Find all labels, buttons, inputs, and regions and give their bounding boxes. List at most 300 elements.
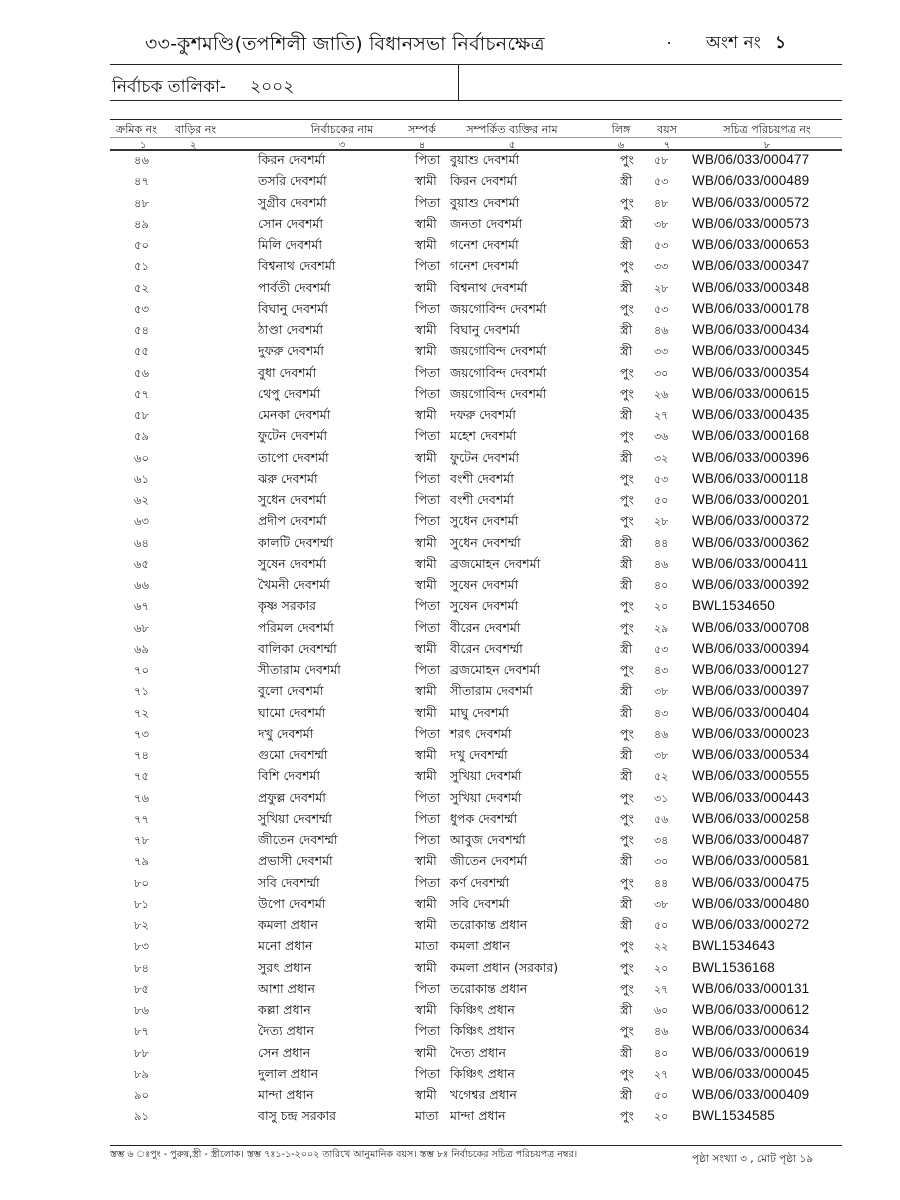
epic-number: WB/06/033/000434 bbox=[692, 322, 810, 337]
epic-number: WB/06/033/000168 bbox=[692, 428, 810, 444]
age: ৪৬ bbox=[654, 727, 669, 741]
voter-row bbox=[0, 938, 900, 959]
sex: পুং bbox=[620, 725, 634, 741]
epic-number: WB/06/033/000708 bbox=[692, 619, 810, 635]
sex: পুং bbox=[620, 810, 634, 826]
relation: পিতা bbox=[415, 513, 441, 529]
sex: পুং bbox=[620, 1108, 634, 1124]
epic-number: WB/06/033/000345 bbox=[692, 343, 810, 359]
voter-row bbox=[0, 471, 900, 492]
voter-name: দৈত্য প্রধান bbox=[258, 1023, 315, 1039]
sex: পুং bbox=[620, 152, 634, 167]
related-person-name: কিঞ্চিৎ প্রধান bbox=[450, 1065, 515, 1081]
related-person-name: কমলা প্রধান (সরকার) bbox=[450, 959, 559, 975]
voter-name: মনো প্রধান bbox=[258, 938, 313, 954]
voter-name: প্রভাসী দেবশর্মা bbox=[258, 853, 333, 869]
voter-name: প্রদীপ দেবশর্মা bbox=[258, 513, 327, 529]
related-person-name: সুষেন দেবশর্মা bbox=[450, 577, 519, 592]
age: ৫৩ bbox=[654, 642, 669, 656]
voter-row bbox=[0, 301, 900, 322]
sex: স্ত্রী bbox=[620, 1087, 633, 1102]
epic-number: WB/06/033/000612 bbox=[692, 1002, 810, 1017]
epic-number: WB/06/033/000404 bbox=[692, 704, 810, 720]
part-number: ১ bbox=[774, 33, 786, 53]
serial-no: ৭২ bbox=[134, 705, 149, 720]
col-num-7: ৭ bbox=[663, 140, 671, 151]
sex: পুং bbox=[620, 300, 634, 316]
voter-row bbox=[0, 152, 900, 173]
voter-name: মেনকা দেবশর্মা bbox=[258, 407, 331, 422]
relation: স্বামী bbox=[415, 237, 437, 252]
relation: স্বামী bbox=[415, 407, 437, 422]
col-header-serial: ক্রমিক নং bbox=[116, 123, 157, 136]
voter-row bbox=[0, 1045, 900, 1066]
col-num-4: ৪ bbox=[418, 140, 426, 151]
part-label: অংশ নং bbox=[706, 33, 761, 53]
sex: স্ত্রী bbox=[620, 895, 633, 911]
sex: পুং bbox=[620, 470, 634, 486]
related-person-name: দৈত্য প্রধান bbox=[450, 1044, 507, 1060]
epic-number: WB/06/033/000354 bbox=[692, 364, 810, 380]
sex: পুং bbox=[620, 832, 634, 847]
related-person-name: ব্রজমোহন দেবশর্মা bbox=[450, 555, 541, 571]
relation: স্বামী bbox=[415, 1044, 437, 1060]
part-number-label bbox=[706, 30, 786, 58]
sex: পুং bbox=[620, 789, 634, 805]
relation: পিতা bbox=[415, 385, 441, 401]
serial-no: ৬৭ bbox=[134, 599, 149, 614]
epic-number: WB/06/033/000272 bbox=[692, 917, 810, 932]
voter-name: জীতেন দেবশর্ম্মা bbox=[258, 832, 338, 847]
related-person-name: মহেশ দেবশর্মা bbox=[450, 428, 517, 444]
relation: পিতা bbox=[415, 470, 441, 486]
col-num-8: ৮ bbox=[763, 140, 771, 151]
relation: স্বামী bbox=[415, 895, 437, 911]
age: ৩০ bbox=[654, 855, 669, 869]
sex: পুং bbox=[620, 492, 634, 507]
voter-row bbox=[0, 875, 900, 896]
col-header-sex: লিঙ্গ bbox=[611, 123, 631, 136]
relation: স্বামী bbox=[415, 959, 437, 975]
voter-name: কমলা প্রধান bbox=[258, 917, 319, 932]
age: ৫০ bbox=[654, 919, 669, 932]
epic-number: WB/06/033/000127 bbox=[692, 662, 810, 677]
epic-number: WB/06/033/000443 bbox=[692, 789, 810, 805]
sex: স্ত্রী bbox=[620, 1044, 633, 1060]
voter-name: প্রফুল্ল দেবশর্মা bbox=[258, 789, 326, 805]
age: ৫৩ bbox=[654, 239, 669, 252]
sex: পুং bbox=[620, 258, 634, 274]
serial-no: ৪৯ bbox=[134, 216, 149, 231]
sex: স্ত্রী bbox=[620, 1002, 633, 1017]
relation: স্বামী bbox=[415, 215, 437, 231]
age: ৩১ bbox=[654, 791, 669, 805]
age: ২০ bbox=[654, 961, 669, 975]
relation: স্বামী bbox=[415, 279, 437, 295]
col-num-6: ৬ bbox=[617, 140, 625, 151]
age: ৪৩ bbox=[654, 706, 669, 720]
age: ৪৪ bbox=[654, 536, 669, 550]
voter-name: পরিমল দেবশর্মা bbox=[258, 619, 334, 635]
related-person-name: জয়গোবিন্দ দেবশর্মা bbox=[450, 343, 547, 359]
relation: পিতা bbox=[415, 1023, 441, 1039]
voter-row bbox=[0, 683, 900, 704]
age: ২৭ bbox=[654, 1067, 669, 1081]
page-info: পৃষ্ঠা সংখ্যা ৩ , মোট পৃষ্ঠা ১৯ bbox=[692, 1153, 814, 1165]
sex: স্ত্রী bbox=[620, 704, 633, 720]
serial-no: ৪৬ bbox=[134, 153, 149, 167]
age: ২৭ bbox=[654, 409, 669, 422]
serial-no: ৬৪ bbox=[134, 535, 149, 550]
voter-row bbox=[0, 641, 900, 662]
serial-no: ৬৩ bbox=[134, 514, 149, 529]
relation: পিতা bbox=[415, 152, 441, 167]
epic-number: WB/06/033/000178 bbox=[692, 300, 810, 316]
serial-no: ৮৪ bbox=[134, 960, 149, 975]
age: ৩৪ bbox=[654, 834, 669, 847]
voter-row bbox=[0, 1002, 900, 1023]
serial-no: ৭০ bbox=[134, 663, 149, 677]
voter-name: ঝরু দেবশর্মা bbox=[258, 470, 318, 486]
epic-number: WB/06/033/000581 bbox=[692, 853, 810, 869]
serial-no: ৬২ bbox=[134, 493, 149, 507]
related-person-name: সুখিয়া দেবশর্মা bbox=[450, 789, 522, 805]
voter-row bbox=[0, 492, 900, 513]
epic-number: WB/06/033/000347 bbox=[692, 258, 810, 274]
age: ৫৬ bbox=[654, 812, 669, 826]
epic-number: WB/06/033/000480 bbox=[692, 895, 810, 911]
sex: পুং bbox=[620, 959, 634, 975]
relation: স্বামী bbox=[415, 1087, 437, 1102]
epic-number: WB/06/033/000634 bbox=[692, 1023, 810, 1039]
relation: মাতা bbox=[415, 1108, 439, 1124]
related-person-name: কিঞ্চিৎ প্রধান bbox=[450, 1023, 515, 1039]
serial-no: ৬০ bbox=[134, 450, 149, 465]
list-label: নির্বাচক তালিকা- bbox=[112, 77, 227, 97]
epic-number: WB/06/033/000475 bbox=[692, 874, 810, 890]
voter-name: বিশি দেবশর্মা bbox=[258, 768, 321, 784]
relation: স্বামী bbox=[415, 768, 437, 784]
voter-name: সবি দেবশর্ম্মা bbox=[258, 874, 320, 890]
related-person-name: মান্দা প্রধান bbox=[450, 1108, 506, 1124]
epic-number: WB/06/033/000045 bbox=[692, 1065, 810, 1081]
voter-row bbox=[0, 747, 900, 768]
serial-no: ৯০ bbox=[134, 1088, 149, 1102]
voter-name: সেন প্রধান bbox=[258, 1044, 311, 1060]
serial-no: ৭১ bbox=[134, 684, 149, 699]
related-person-name: দফরু দেবশর্মা bbox=[450, 407, 516, 422]
voter-row bbox=[0, 726, 900, 747]
related-person-name: বিশ্বনাথ দেবশর্মা bbox=[450, 279, 528, 295]
age: ২৮ bbox=[654, 515, 669, 529]
related-person-name: বংশী দেবশর্মা bbox=[450, 470, 514, 486]
voter-row bbox=[0, 343, 900, 364]
sex: স্ত্রী bbox=[620, 640, 633, 656]
age: ৩৮ bbox=[654, 749, 669, 762]
voter-row bbox=[0, 386, 900, 407]
serial-no: ৭৮ bbox=[134, 833, 149, 847]
sex: স্ত্রী bbox=[620, 173, 633, 189]
sex: পুং bbox=[620, 662, 634, 677]
epic-number: WB/06/033/000489 bbox=[692, 173, 810, 189]
relation: স্বামী bbox=[415, 173, 437, 189]
voter-name: কিরন দেবশর্মা bbox=[258, 152, 326, 167]
related-person-name: জয়গোবিন্দ দেবশর্মা bbox=[450, 364, 547, 380]
related-person-name: দখু দেবশর্ম্মা bbox=[450, 747, 508, 762]
serial-no: ৭৯ bbox=[134, 854, 149, 869]
list-year: ২০০২ bbox=[250, 77, 295, 97]
relation: স্বামী bbox=[415, 449, 437, 465]
epic-number: WB/06/033/000653 bbox=[692, 237, 810, 252]
epic-number: WB/06/033/000411 bbox=[692, 555, 809, 571]
relation: মাতা bbox=[415, 938, 439, 954]
epic-number: WB/06/033/000372 bbox=[692, 513, 810, 529]
serial-no: ৫০ bbox=[134, 238, 149, 252]
related-person-name: জনতা দেবশর্মা bbox=[450, 215, 523, 231]
sex: পুং bbox=[620, 1023, 634, 1039]
voter-row bbox=[0, 513, 900, 534]
related-person-name: সুখিয়া দেবশর্মা bbox=[450, 768, 522, 784]
serial-no: ৭৩ bbox=[134, 726, 149, 741]
sex: স্ত্রী bbox=[620, 343, 633, 359]
epic-number: WB/06/033/000534 bbox=[692, 747, 810, 762]
voter-row bbox=[0, 535, 900, 556]
voter-name: দুফরু দেবশর্মা bbox=[258, 343, 324, 359]
serial-no: ৭৪ bbox=[134, 748, 149, 762]
age: ৪৬ bbox=[654, 557, 669, 571]
epic-number: WB/06/033/000409 bbox=[692, 1087, 810, 1102]
related-person-name: তরোকান্ত প্রধান bbox=[450, 980, 528, 996]
serial-no: ৫১ bbox=[134, 259, 149, 274]
serial-no: ৭৬ bbox=[134, 790, 149, 805]
sex: স্ত্রী bbox=[620, 768, 633, 784]
col-num-2: ২ bbox=[190, 140, 197, 151]
related-person-name: শরৎ দেবশর্মা bbox=[450, 725, 512, 741]
col-header-name: নির্বাচকের নাম bbox=[310, 123, 374, 136]
age: ৩৮ bbox=[654, 685, 669, 699]
voter-name: গুমো দেবশর্ম্মা bbox=[258, 747, 328, 762]
relation: স্বামী bbox=[415, 747, 437, 762]
sex: পুং bbox=[620, 874, 634, 890]
voter-name: খৈমনী দেবশর্মা bbox=[258, 577, 330, 592]
related-person-name: সুষেন দেবশর্মা bbox=[450, 598, 519, 614]
sex: স্ত্রী bbox=[620, 853, 633, 869]
related-person-name: গনেশ দেবশর্মা bbox=[450, 258, 519, 274]
epic-number: BWL1534650 bbox=[692, 598, 775, 614]
relation: পিতা bbox=[415, 662, 441, 677]
voter-row bbox=[0, 450, 900, 471]
voter-row bbox=[0, 280, 900, 301]
epic-number: WB/06/033/000394 bbox=[692, 640, 810, 656]
serial-no: ৮০ bbox=[134, 875, 149, 890]
epic-number: WB/06/033/000573 bbox=[692, 215, 810, 231]
voter-name: সোন দেবশর্মা bbox=[258, 215, 323, 231]
age: ৫৩ bbox=[654, 175, 669, 189]
voter-name: তসরি দেবশর্মা bbox=[258, 173, 327, 189]
voter-name: সুরৎ প্রধান bbox=[258, 959, 312, 975]
voter-name: দখু দেবশর্মা bbox=[258, 725, 314, 741]
age: ৪৩ bbox=[654, 664, 669, 677]
epic-number: WB/06/033/000023 bbox=[692, 725, 810, 741]
age: ৪৪ bbox=[654, 876, 669, 890]
voter-row bbox=[0, 832, 900, 853]
relation: পিতা bbox=[415, 300, 441, 316]
related-person-name: খগেশ্বর প্রধান bbox=[450, 1087, 517, 1102]
age: ৩২ bbox=[654, 451, 669, 465]
relation: পিতা bbox=[415, 364, 441, 380]
sex: পুং bbox=[620, 619, 634, 635]
sex: স্ত্রী bbox=[620, 407, 633, 422]
sex: পুং bbox=[620, 364, 634, 380]
age: ২৮ bbox=[654, 281, 669, 295]
serial-no: ৫৮ bbox=[134, 408, 149, 422]
epic-number: WB/06/033/000348 bbox=[692, 279, 810, 295]
sex: স্ত্রী bbox=[620, 279, 633, 295]
epic-number: WB/06/033/000118 bbox=[692, 470, 809, 486]
serial-no: ৬৬ bbox=[134, 578, 149, 592]
voter-name: মান্দা প্রধান bbox=[258, 1087, 314, 1102]
voter-row bbox=[0, 556, 900, 577]
serial-no: ৫৫ bbox=[134, 344, 149, 359]
voter-row bbox=[0, 258, 900, 279]
serial-no: ৮৬ bbox=[134, 1003, 149, 1017]
relation: পিতা bbox=[415, 789, 441, 805]
epic-number: BWL1534643 bbox=[692, 938, 775, 954]
sex: পুং bbox=[620, 980, 634, 996]
divider-top bbox=[110, 64, 842, 65]
voter-row bbox=[0, 620, 900, 641]
relation: স্বামী bbox=[415, 1002, 437, 1017]
relation: পিতা bbox=[415, 492, 441, 507]
related-person-name: কিঞ্চিৎ প্রধান bbox=[450, 1002, 515, 1017]
col-num-5: ৫ bbox=[508, 140, 516, 151]
age: ৩৩ bbox=[654, 345, 669, 359]
voter-row bbox=[0, 981, 900, 1002]
relation: পিতা bbox=[415, 810, 441, 826]
age: ২৭ bbox=[654, 982, 669, 996]
age: ৪৬ bbox=[654, 324, 669, 337]
sex: পুং bbox=[620, 428, 634, 444]
serial-no: ৫৭ bbox=[134, 386, 149, 401]
serial-no: ৬৮ bbox=[134, 620, 149, 635]
voter-name: পার্বতী দেবশর্মা bbox=[258, 279, 331, 295]
sex: স্ত্রী bbox=[620, 555, 633, 571]
voter-row bbox=[0, 960, 900, 981]
voter-row bbox=[0, 173, 900, 194]
related-person-name: আবুজ দেবশর্ম্মা bbox=[450, 832, 526, 847]
related-person-name: জয়গোবিন্দ দেবশর্মা bbox=[450, 300, 547, 316]
relation: পিতা bbox=[415, 980, 441, 996]
relation: পিতা bbox=[415, 194, 441, 210]
voter-row bbox=[0, 216, 900, 237]
voter-row bbox=[0, 365, 900, 386]
related-person-name: ধুপক দেবশর্ম্মা bbox=[450, 810, 518, 826]
voter-row bbox=[0, 195, 900, 216]
sex: স্ত্রী bbox=[620, 747, 633, 762]
voter-name: ঘামো দেবশর্মা bbox=[258, 704, 326, 720]
related-person-name: জয়গোবিন্দ দেবশর্মা bbox=[450, 385, 547, 401]
age: ২৬ bbox=[654, 387, 669, 401]
serial-no: ৭৫ bbox=[134, 769, 149, 784]
related-person-name: বিঘানু দেবশর্মা bbox=[450, 322, 520, 337]
voter-name: সীতারাম দেবশর্মা bbox=[258, 662, 341, 677]
serial-no: ৪৮ bbox=[134, 195, 149, 210]
age: ৩৮ bbox=[654, 897, 669, 911]
age: ৫৩ bbox=[654, 302, 669, 316]
age: ৫০ bbox=[654, 1089, 669, 1102]
epic-number: WB/06/033/000487 bbox=[692, 832, 810, 847]
voter-name: বাসু চন্দ্র সরকার bbox=[258, 1108, 337, 1124]
voter-row bbox=[0, 917, 900, 938]
voter-name: সুখিয়া দেবশর্ম্মা bbox=[258, 810, 332, 826]
serial-no: ৭৭ bbox=[134, 811, 149, 826]
relation: স্বামী bbox=[415, 577, 437, 592]
epic-number: WB/06/033/000435 bbox=[692, 407, 810, 422]
sex: পুং bbox=[620, 938, 634, 954]
epic-number: WB/06/033/000131 bbox=[692, 980, 810, 996]
serial-no: ৫২ bbox=[134, 280, 149, 295]
relation: স্বামী bbox=[415, 322, 437, 337]
relation: স্বামী bbox=[415, 704, 437, 720]
serial-no: ৫৩ bbox=[134, 301, 149, 316]
serial-no: ৮৩ bbox=[134, 939, 149, 954]
sex: পুং bbox=[620, 1065, 634, 1081]
serial-no: ৫৪ bbox=[134, 323, 149, 337]
relation: পিতা bbox=[415, 619, 441, 635]
epic-number: WB/06/033/000258 bbox=[692, 810, 810, 826]
voter-name: কৃষ্ণ সরকার bbox=[258, 598, 316, 614]
sex: পুং bbox=[620, 194, 634, 210]
age: ৪০ bbox=[654, 1046, 669, 1060]
voter-row bbox=[0, 811, 900, 832]
epic-number: WB/06/033/000619 bbox=[692, 1044, 810, 1060]
voter-row bbox=[0, 1108, 900, 1129]
age: ৪০ bbox=[654, 579, 669, 592]
voter-row bbox=[0, 1087, 900, 1108]
serial-no: ৫৯ bbox=[134, 429, 149, 444]
col-header-age: বয়স bbox=[657, 123, 677, 136]
voter-name: আশা প্রধান bbox=[258, 980, 315, 996]
voter-row bbox=[0, 790, 900, 811]
age: ৪৬ bbox=[654, 1025, 669, 1039]
voter-name: সুধেন দেবশর্মা bbox=[258, 492, 327, 507]
voter-row bbox=[0, 705, 900, 726]
voter-name: বিঘানু দেবশর্মা bbox=[258, 300, 328, 316]
relation: স্বামী bbox=[415, 555, 437, 571]
age: ৩৮ bbox=[654, 217, 669, 231]
related-person-name: ব্রজমোহন দেবশর্মা bbox=[450, 662, 541, 677]
voter-row bbox=[0, 768, 900, 789]
sex: স্ত্রী bbox=[620, 237, 633, 252]
col-num-1: ১ bbox=[140, 140, 147, 151]
voter-row bbox=[0, 1023, 900, 1044]
table-header-bottom-rule bbox=[110, 149, 842, 151]
voter-row bbox=[0, 662, 900, 683]
age: ৩৬ bbox=[654, 430, 669, 444]
voter-name: ফুটেন দেবশর্মা bbox=[258, 428, 327, 444]
serial-no: ৮৯ bbox=[134, 1066, 149, 1081]
epic-number: WB/06/033/000397 bbox=[692, 683, 810, 699]
epic-number: WB/06/033/000572 bbox=[692, 194, 810, 210]
sex: স্ত্রী bbox=[620, 322, 633, 337]
related-person-name: বংশী দেবশর্মা bbox=[450, 492, 514, 507]
voter-row bbox=[0, 896, 900, 917]
age: ৩০ bbox=[654, 366, 669, 380]
table-header-top-rule bbox=[110, 119, 842, 120]
divider-header-box-bottom bbox=[110, 100, 842, 101]
voter-name: ঠাণ্ডা দেবশর্মা bbox=[258, 322, 324, 337]
header-box-divider bbox=[458, 64, 459, 100]
